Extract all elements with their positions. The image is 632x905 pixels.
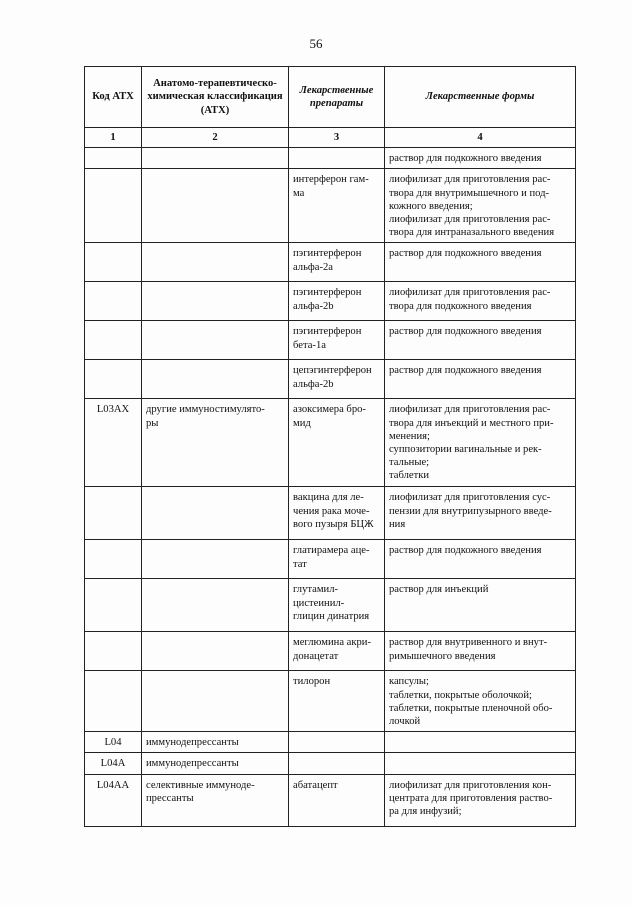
table-row: [85, 671, 576, 732]
atx-class-cell: [142, 579, 289, 632]
atx-class-cell: [142, 243, 289, 282]
atx-code-cell: [85, 360, 142, 399]
dosage-forms-cell: [385, 753, 576, 774]
cell-line: капсулы;: [389, 676, 429, 688]
atx-code-cell: [85, 732, 142, 753]
column-number-row: [85, 128, 576, 148]
cell-line: пэгинтерферон: [293, 287, 362, 299]
atx-class-cell: [142, 487, 289, 540]
table-row: [85, 753, 576, 774]
dosage-forms-cell: [385, 579, 576, 632]
drug-cell: [289, 540, 385, 579]
header-line: Лекарственные формы: [425, 91, 535, 103]
cell-line: таблетки, покрытые оболочкой;: [389, 689, 532, 701]
cell-line: тат: [293, 558, 307, 570]
atx-class-cell: [142, 321, 289, 360]
cell-line: лиофилизат для приготовления рас-: [389, 214, 551, 226]
drug-cell: [289, 579, 385, 632]
cell-line: ния: [389, 518, 406, 530]
table-row: [85, 148, 576, 169]
atx-code-cell: [85, 169, 142, 243]
cell-line: лиофилизат для приготовления рас-: [389, 174, 551, 186]
cell-line: раствор для инъекций: [389, 584, 489, 596]
cell-line: азоксимера бро-: [293, 404, 366, 416]
drug-cell: [289, 671, 385, 732]
cell-line: раствор для подкожного введения: [389, 545, 542, 557]
cell-line: альфа-2b: [293, 300, 334, 312]
table-row: [85, 487, 576, 540]
drug-cell: [289, 321, 385, 360]
drug-cell: [289, 753, 385, 774]
table-row: [85, 321, 576, 360]
column-number: 4: [385, 128, 576, 148]
atx-table: [84, 66, 576, 827]
dosage-forms-cell: [385, 321, 576, 360]
header-line: Лекарственные: [299, 84, 374, 96]
dosage-forms-cell: [385, 282, 576, 321]
header-atx-code: [85, 67, 142, 128]
cell-line: иммунодепрессанты: [146, 758, 239, 770]
cell-line: L04AA: [96, 779, 130, 791]
cell-line: интерферон гам-: [293, 174, 369, 186]
atx-code-cell: [85, 632, 142, 671]
column-number: 3: [289, 128, 385, 148]
cell-line: раствор для подкожного введения: [389, 326, 542, 338]
cell-line: глицин динатрия: [293, 610, 370, 622]
dosage-forms-cell: [385, 148, 576, 169]
cell-line: тальные;: [389, 457, 430, 469]
table-row: [85, 243, 576, 282]
dosage-forms-cell: [385, 487, 576, 540]
table-row: [85, 169, 576, 243]
cell-line: глатирамера аце-: [293, 545, 370, 557]
cell-line: лиофилизат для приготовления рас-: [389, 287, 551, 299]
header-row: [85, 67, 576, 128]
drug-cell: [289, 148, 385, 169]
cell-line: вакцина для ле-: [293, 492, 364, 504]
atx-class-cell: [142, 540, 289, 579]
header-drugs: [289, 67, 385, 128]
header-line: Код АТХ: [92, 91, 134, 103]
atx-class-cell: [142, 774, 289, 826]
header-dosage-forms: [385, 67, 576, 128]
table-row: [85, 540, 576, 579]
atx-code-cell: [85, 487, 142, 540]
cell-line: раствор для внутривенного и внут-: [389, 637, 548, 649]
header-line: препараты: [309, 98, 364, 109]
drug-cell: [289, 169, 385, 243]
cell-line: твора для внутримышечного и под-: [389, 187, 550, 199]
table-row: [85, 632, 576, 671]
header-atx-classification: [142, 67, 289, 128]
cell-line: суппозитории вагинальные и рек-: [389, 444, 542, 456]
cell-line: раствор для подкожного введения: [389, 153, 542, 165]
page-number: 56: [309, 36, 323, 51]
cell-line: альфа-2b: [293, 378, 334, 390]
atx-class-cell: [142, 399, 289, 487]
table-row: [85, 579, 576, 632]
cell-line: прессанты: [146, 792, 194, 804]
atx-class-cell: [142, 671, 289, 732]
cell-line: римышечного введения: [389, 650, 496, 662]
drug-cell: [289, 243, 385, 282]
drug-cell: [289, 774, 385, 826]
dosage-forms-cell: [385, 671, 576, 732]
cell-line: раствор для подкожного введения: [389, 365, 542, 377]
cell-line: тилорон: [293, 676, 331, 688]
cell-line: L04: [104, 737, 122, 749]
cell-line: мид: [293, 417, 311, 429]
drug-cell: [289, 487, 385, 540]
cell-line: L04A: [100, 758, 126, 770]
cell-line: пензии для внутрипузырного введе-: [389, 505, 552, 517]
cell-line: лиофилизат для приготовления рас-: [389, 404, 551, 416]
cell-line: бета-1а: [293, 339, 326, 351]
drug-cell: [289, 732, 385, 753]
atx-class-cell: [142, 148, 289, 169]
atx-class-cell: [142, 169, 289, 243]
table-row: [85, 360, 576, 399]
cell-line: L03AX: [96, 404, 130, 416]
cell-line: иммунодепрессанты: [146, 737, 239, 749]
atx-code-cell: [85, 399, 142, 487]
cell-line: ры: [146, 417, 159, 429]
cell-line: альфа-2а: [293, 261, 334, 273]
atx-class-cell: [142, 360, 289, 399]
dosage-forms-cell: [385, 243, 576, 282]
header-line: Анатомо-терапевтическо-: [153, 78, 277, 90]
table-row: [85, 774, 576, 826]
cell-line: кожного введения;: [389, 200, 473, 212]
atx-class-cell: [142, 732, 289, 753]
atx-code-cell: [85, 282, 142, 321]
dosage-forms-cell: [385, 169, 576, 243]
cell-line: твора для интраназального введения: [389, 227, 555, 239]
table-row: [85, 399, 576, 487]
cell-line: вого пузыря БЦЖ: [293, 518, 374, 530]
atx-code-cell: [85, 774, 142, 826]
cell-line: пэгинтерферон: [293, 326, 362, 338]
cell-line: чения рака моче-: [293, 505, 370, 517]
atx-class-cell: [142, 282, 289, 321]
atx-code-cell: [85, 321, 142, 360]
dosage-forms-cell: [385, 399, 576, 487]
cell-line: цистеинил-: [293, 597, 345, 609]
table-row: [85, 282, 576, 321]
atx-code-cell: [85, 753, 142, 774]
table-row: [85, 732, 576, 753]
header-line: химическая классификация: [147, 91, 283, 103]
dosage-forms-cell: [385, 360, 576, 399]
drug-cell: [289, 282, 385, 321]
cell-line: таблетки, покрытые пленочной обо-: [389, 702, 553, 714]
atx-class-cell: [142, 632, 289, 671]
atx-code-cell: [85, 671, 142, 732]
drug-cell: [289, 360, 385, 399]
cell-line: таблетки: [389, 470, 430, 482]
cell-line: другие иммуностимулято-: [146, 404, 265, 416]
cell-line: лочкой: [389, 716, 421, 728]
dosage-forms-cell: [385, 540, 576, 579]
cell-line: центрата для приготовления раство-: [389, 792, 553, 804]
header-line: (АТХ): [200, 104, 230, 116]
cell-line: глутамил-: [293, 584, 339, 596]
dosage-forms-cell: [385, 632, 576, 671]
drug-cell: [289, 399, 385, 487]
atx-code-cell: [85, 148, 142, 169]
cell-line: пэгинтерферон: [293, 248, 362, 260]
column-number: 1: [85, 128, 142, 148]
cell-line: донацетат: [293, 650, 339, 662]
cell-line: твора для подкожного введения: [389, 300, 532, 312]
cell-line: раствор для подкожного введения: [389, 248, 542, 260]
dosage-forms-cell: [385, 732, 576, 753]
cell-line: ма: [293, 187, 305, 199]
atx-code-cell: [85, 579, 142, 632]
cell-line: абатацепт: [293, 779, 338, 791]
cell-line: ра для инфузий;: [389, 806, 462, 818]
column-number: 2: [142, 128, 289, 148]
cell-line: лиофилизат для приготовления кон-: [389, 779, 552, 791]
cell-line: меглюмина акри-: [293, 637, 372, 649]
atx-code-cell: [85, 243, 142, 282]
cell-line: твора для инъекций и местного при-: [389, 417, 554, 429]
atx-code-cell: [85, 540, 142, 579]
atx-class-cell: [142, 753, 289, 774]
cell-line: лиофилизат для приготовления сус-: [389, 492, 551, 504]
cell-line: менения;: [389, 430, 430, 442]
cell-line: селективные иммуноде-: [146, 779, 255, 791]
drug-cell: [289, 632, 385, 671]
cell-line: цепэгинтерферон: [293, 365, 372, 377]
dosage-forms-cell: [385, 774, 576, 826]
